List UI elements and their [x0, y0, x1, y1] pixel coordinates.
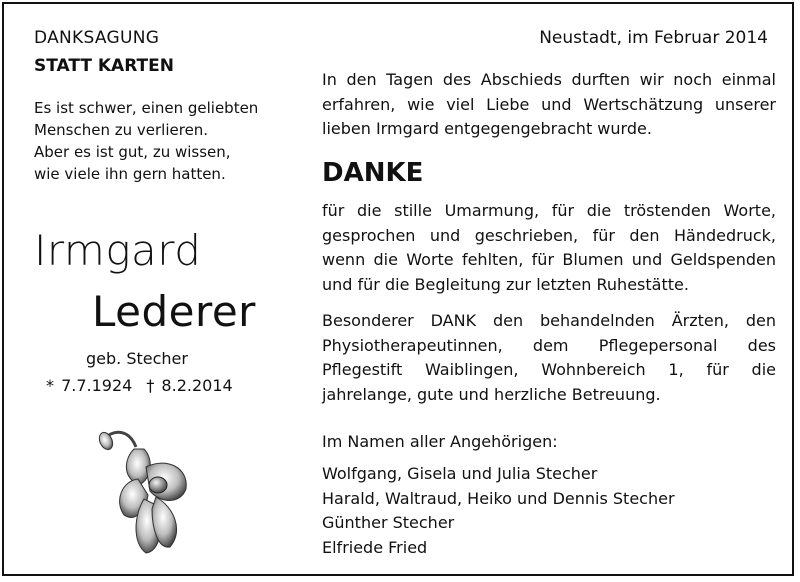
deceased-last-name: Lederer: [92, 287, 256, 336]
notice-subtitle: STATT KARTEN: [34, 56, 174, 76]
poem-line: Es ist schwer, einen geliebten: [34, 99, 259, 117]
signature-name: Harald, Waltraud, Heiko und Dennis Stecher: [322, 488, 675, 508]
obituary-card: [2, 2, 794, 576]
death-date: † 8.2.2014: [146, 376, 233, 395]
poem: [34, 97, 258, 185]
signature-names: [322, 462, 675, 560]
maiden-name: geb. Stecher: [86, 349, 188, 368]
birth-date: * 7.7.1924: [46, 376, 133, 395]
orchid-flower-icon: [94, 419, 204, 559]
poem-line: wie viele ihn gern hatten.: [34, 165, 226, 183]
signature-name: Elfriede Fried: [322, 537, 428, 557]
thanks-paragraph: für die stille Umarmung, für die tröstenden Worte, gesprochen und geschrieben, für den Händedruck, wenn die Worte fehlten, für Blumen und Geldspenden und für die Begleitung zur letzten Ruhestätte.: [322, 201, 776, 294]
notice-title: DANKSAGUNG: [34, 28, 160, 48]
signature-name: Wolfgang, Gisela und Julia Stecher: [322, 464, 598, 483]
life-dates: [46, 376, 233, 395]
intro-paragraph: In den Tagen des Abschieds durften wir noch einmal erfahren, wie viel Liebe und Wertschätzung unserer lieben Irmgard entgegengebracht wurde.: [322, 70, 776, 138]
special-thanks-paragraph: Besonderer DANK den behandelnden Ärzten, den Physiotherapeutinnen, dem Pflegepersonal des Pflegestift Waiblingen, Wohnbereich 1, für die jahrelange, gute und herzliche Betreuung.: [322, 311, 776, 404]
place-date: Neustadt, im Februar 2014: [539, 28, 768, 48]
poem-line: Menschen zu verlieren.: [34, 121, 209, 139]
signature-name: Günther Stecher: [322, 513, 455, 532]
poem-line: Aber es ist gut, zu wissen,: [34, 143, 231, 161]
danke-heading: DANKE: [322, 158, 424, 188]
deceased-first-name: Irmgard: [34, 226, 202, 275]
signature-intro: Im Namen aller Angehörigen:: [322, 432, 558, 451]
